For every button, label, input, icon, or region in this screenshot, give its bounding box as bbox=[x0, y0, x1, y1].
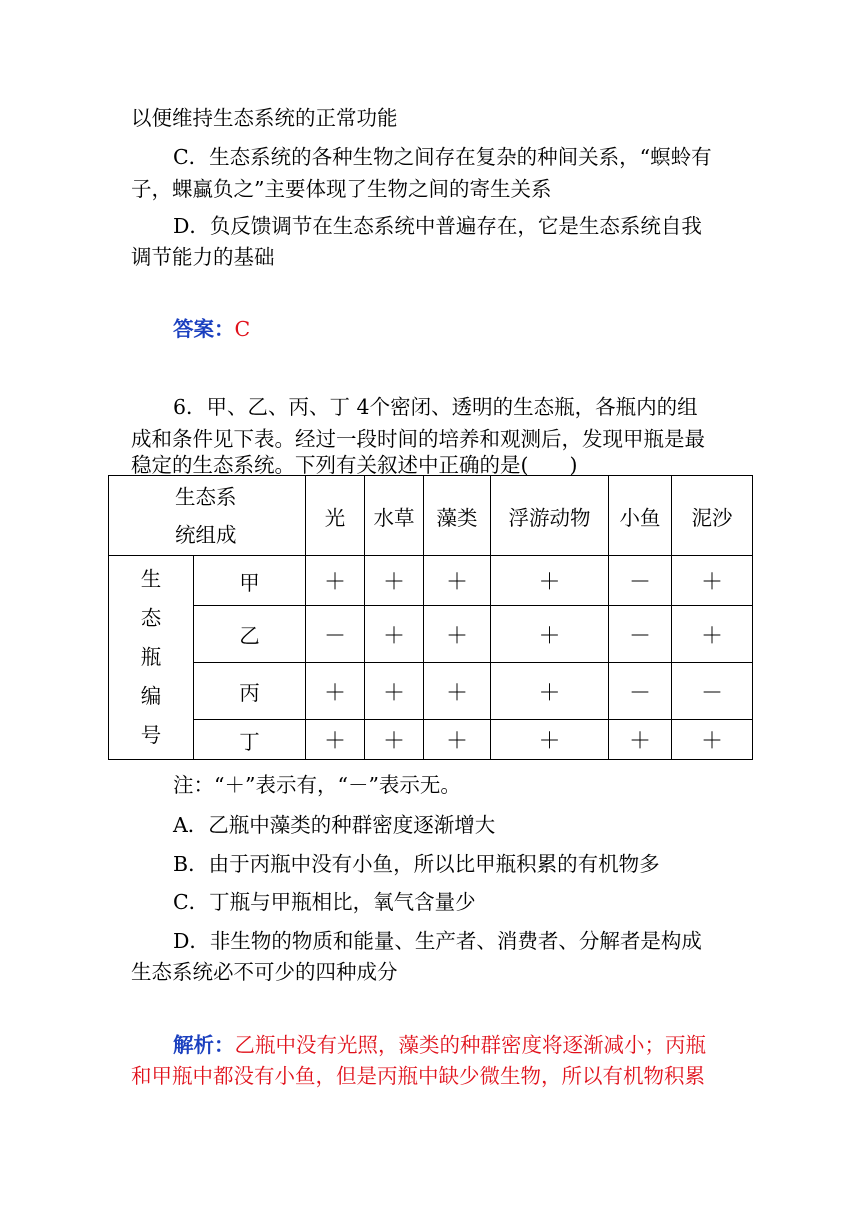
analysis-label: 解析： bbox=[173, 1033, 235, 1057]
table-cell: ＋ bbox=[365, 663, 424, 720]
table-cell: ＋ bbox=[491, 556, 609, 606]
option-d-line2: 生态系统必不可少的四种成分 bbox=[131, 960, 398, 984]
table-cell: ＋ bbox=[424, 606, 491, 663]
table-cell: － bbox=[609, 606, 672, 663]
table-cell: － bbox=[609, 556, 672, 606]
table-cell: ＋ bbox=[491, 720, 609, 760]
corner-line2: 统组成 bbox=[175, 522, 237, 547]
table-row bbox=[109, 556, 753, 606]
table-cell: ＋ bbox=[365, 556, 424, 606]
paragraph-prev-end: 以便维持生态系统的正常功能 bbox=[131, 106, 398, 130]
table-cell: ＋ bbox=[672, 606, 753, 663]
table-cell: ＋ bbox=[491, 606, 609, 663]
table-cell: ＋ bbox=[424, 556, 491, 606]
option-c: C．丁瓶与甲瓶相比，氧气含量少 bbox=[173, 890, 476, 914]
table-cell: － bbox=[306, 606, 365, 663]
row-group-char: 编 bbox=[140, 684, 162, 708]
table-cell: ＋ bbox=[672, 720, 753, 760]
column-header: 藻类 bbox=[424, 476, 491, 556]
table-cell: ＋ bbox=[365, 720, 424, 760]
table-cell: ＋ bbox=[609, 720, 672, 760]
table-cell: ＋ bbox=[491, 663, 609, 720]
table-cell: ＋ bbox=[306, 720, 365, 760]
option-d-line1: D．非生物的物质和能量、生产者、消费者、分解者是构成 bbox=[173, 929, 702, 953]
option-d-line1: D．负反馈调节在生态系统中普遍存在，它是生态系统自我 bbox=[173, 214, 702, 238]
analysis-line2: 和甲瓶中都没有小鱼，但是丙瓶中缺少微生物，所以有机物积累 bbox=[131, 1064, 705, 1088]
corner-line1: 生态系 bbox=[175, 484, 237, 509]
row-name: 丙 bbox=[194, 663, 306, 720]
column-header: 泥沙 bbox=[672, 476, 753, 556]
row-name: 丁 bbox=[194, 720, 306, 760]
row-group-char: 生 bbox=[140, 567, 162, 591]
question-line1: 6．甲、乙、丙、丁 4个密闭、透明的生态瓶，各瓶内的组 bbox=[173, 395, 698, 419]
analysis-line1 bbox=[173, 1031, 706, 1059]
table-cell: － bbox=[672, 663, 753, 720]
column-header: 小鱼 bbox=[609, 476, 672, 556]
table-row bbox=[109, 606, 753, 663]
option-d-line2: 调节能力的基础 bbox=[131, 245, 275, 269]
row-group-char: 态 bbox=[140, 606, 162, 630]
option-c-line1: C．生态系统的各种生物之间存在复杂的种间关系，“螟蛉有 bbox=[173, 145, 712, 169]
answer-label: 答案： bbox=[173, 317, 235, 341]
table-cell: ＋ bbox=[306, 556, 365, 606]
table-cell: ＋ bbox=[672, 556, 753, 606]
table-row bbox=[109, 720, 753, 760]
ecosystem-table bbox=[108, 475, 753, 760]
table-corner-header bbox=[109, 476, 306, 556]
table-row bbox=[109, 663, 753, 720]
table-cell: ＋ bbox=[365, 606, 424, 663]
row-group-char: 号 bbox=[140, 723, 162, 747]
table-cell: ＋ bbox=[424, 720, 491, 760]
option-a: A．乙瓶中藻类的种群密度逐渐增大 bbox=[173, 813, 496, 837]
table-note: 注：“＋”表示有，“－”表示无。 bbox=[173, 773, 461, 797]
row-name: 甲 bbox=[194, 556, 306, 606]
column-header: 光 bbox=[306, 476, 365, 556]
option-c-line2: 子，蜾蠃负之”主要体现了生物之间的寄生关系 bbox=[131, 177, 552, 201]
question-line2: 成和条件见下表。经过一段时间的培养和观测后，发现甲瓶是最 bbox=[131, 427, 705, 451]
option-b: B．由于丙瓶中没有小鱼，所以比甲瓶积累的有机物多 bbox=[173, 852, 660, 876]
row-group-char: 瓶 bbox=[140, 645, 162, 669]
column-header: 浮游动物 bbox=[491, 476, 609, 556]
answer-value: C bbox=[234, 317, 251, 341]
column-header: 水草 bbox=[365, 476, 424, 556]
table-cell: － bbox=[609, 663, 672, 720]
row-name: 乙 bbox=[194, 606, 306, 663]
table-cell: ＋ bbox=[424, 663, 491, 720]
table-cell: ＋ bbox=[306, 663, 365, 720]
table-header-row bbox=[109, 476, 753, 556]
analysis-text1: 乙瓶中没有光照，藻类的种群密度将逐渐减小；丙瓶 bbox=[234, 1033, 706, 1057]
question-line3: 稳定的生态系统。下列有关叙述中正确的是( ) bbox=[131, 453, 578, 477]
row-group-label bbox=[109, 556, 194, 760]
answer-line bbox=[173, 315, 250, 343]
